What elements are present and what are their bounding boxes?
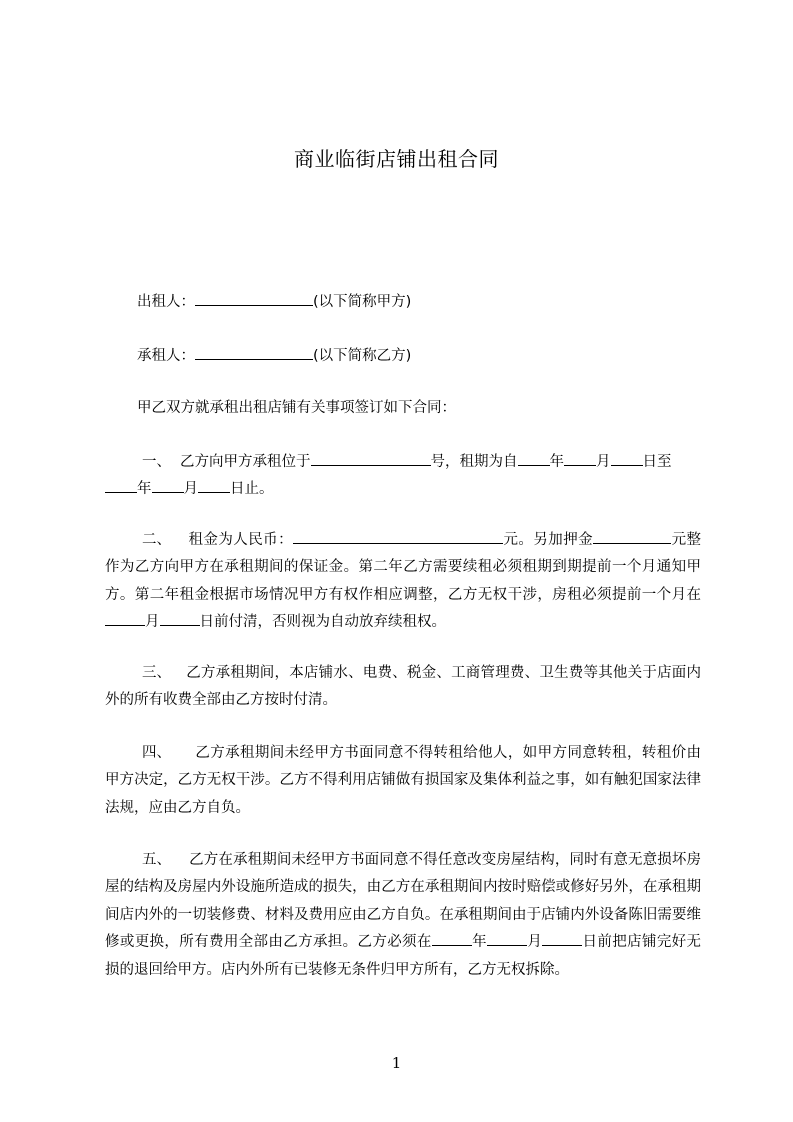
clause-5-text-c: 月 xyxy=(526,934,543,951)
clause-2-text-a: 租金为人民币： xyxy=(188,532,294,548)
clause-5 xyxy=(105,847,701,984)
clause-2-text-b: 元。另加押金 xyxy=(503,532,594,548)
clause-4-text: 乙方承租期间未经甲方书面同意不得转租给他人，如甲方同意转租，转租价由甲方决定，乙方无权干涉。乙方不得利用店铺做有损国家及集体利益之事，如有触犯国家法律法规，应由乙方自负。 xyxy=(105,745,701,816)
clause-1-text-d: 月 xyxy=(596,454,611,470)
clause-5-blank-month xyxy=(487,930,527,946)
clause-2-text-e: 日前付清，否则视为自动放弃续租权。 xyxy=(199,614,446,631)
lessee-blank xyxy=(195,344,313,360)
clause-3 xyxy=(105,660,701,715)
clause-5-blank-day xyxy=(542,930,582,946)
clause-1-text-b: 号，租期为自 xyxy=(430,454,518,470)
clause-5-text-b: 年 xyxy=(471,934,487,951)
lessor-blank xyxy=(195,290,313,306)
clause-2-blank-deposit xyxy=(593,528,671,544)
clause-4-number: 四、 xyxy=(142,745,171,761)
clause-3-number: 三、 xyxy=(142,665,171,681)
intro-text: 甲乙双方就承租出租店铺有关事项签订如下合同： xyxy=(137,400,456,416)
clause-5-text-a: 乙方在承租期间未经甲方书面同意不得任意改变房屋结构，同时有意无意损坏房屋的结构及房屋内外设施所造成的损失，由乙方在承租期间内按时赔偿或修好另外，在承租期间店内外的一切装修费、材料及费用应由乙方自负。在承租期间由于店铺内外设备陈旧需要维修或更换，所有费用全部由乙方承担。乙方必须在 xyxy=(105,852,701,951)
clause-1-text-e: 日至 xyxy=(642,454,672,470)
clause-1-text-c: 年 xyxy=(549,454,564,470)
lessor-line xyxy=(137,290,411,312)
clause-1-text-f: 年 xyxy=(137,481,152,498)
clause-2-number: 二、 xyxy=(142,532,171,548)
clause-1-blank-end-year xyxy=(105,477,137,493)
lessor-label: 出租人： xyxy=(137,294,195,310)
lessee-label: 承租人： xyxy=(137,348,195,364)
document-title: 商业临街店铺出租合同 xyxy=(294,147,499,171)
lessor-suffix: (以下简称甲方) xyxy=(313,294,412,310)
clause-2-blank-day xyxy=(160,610,200,626)
clause-1-text-g: 月 xyxy=(183,481,198,498)
clause-2-text-d: 月 xyxy=(145,614,160,631)
clause-5-blank-year xyxy=(432,930,472,946)
lessee-suffix: (以下简称乙方) xyxy=(313,348,412,364)
clause-1 xyxy=(105,449,701,504)
clause-1-text-h: 日止。 xyxy=(230,481,274,498)
clause-1-blank-start-month xyxy=(564,450,596,466)
clause-1-blank-start-day xyxy=(611,450,643,466)
lessee-line xyxy=(137,344,411,366)
clause-1-blank-start-year xyxy=(518,450,550,466)
page-number: 1 xyxy=(391,1054,402,1072)
clause-2 xyxy=(105,527,701,637)
clause-2-text-c: 元整作为乙方向甲方在承租期间的保证金。第二年乙方需要续租必须租期到期提前一个月通知甲方。第二年租金根据市场情况甲方有权作相应调整，乙方无权干涉，房租必须提前一个月在 xyxy=(105,532,702,603)
clause-1-blank-location xyxy=(311,450,431,466)
clause-1-blank-end-month xyxy=(152,477,184,493)
clause-1-blank-end-day xyxy=(198,477,230,493)
clause-5-text-d: 日前把店铺完好无损的退回给甲方。店内外所有已装修无条件归甲方所有，乙方无权拆除。 xyxy=(105,934,702,978)
clause-1-number: 一、 xyxy=(142,454,171,470)
clause-1-text-a: 乙方向甲方承租位于 xyxy=(180,454,311,470)
clause-2-blank-month xyxy=(105,610,145,626)
clause-5-number: 五、 xyxy=(142,852,171,868)
clause-2-blank-rent xyxy=(293,528,503,544)
clause-3-text: 乙方承租期间，本店铺水、电费、税金、工商管理费、卫生费等其他关于店面内外的所有收费全部由乙方按时付清。 xyxy=(105,665,701,709)
clause-4 xyxy=(105,740,701,822)
